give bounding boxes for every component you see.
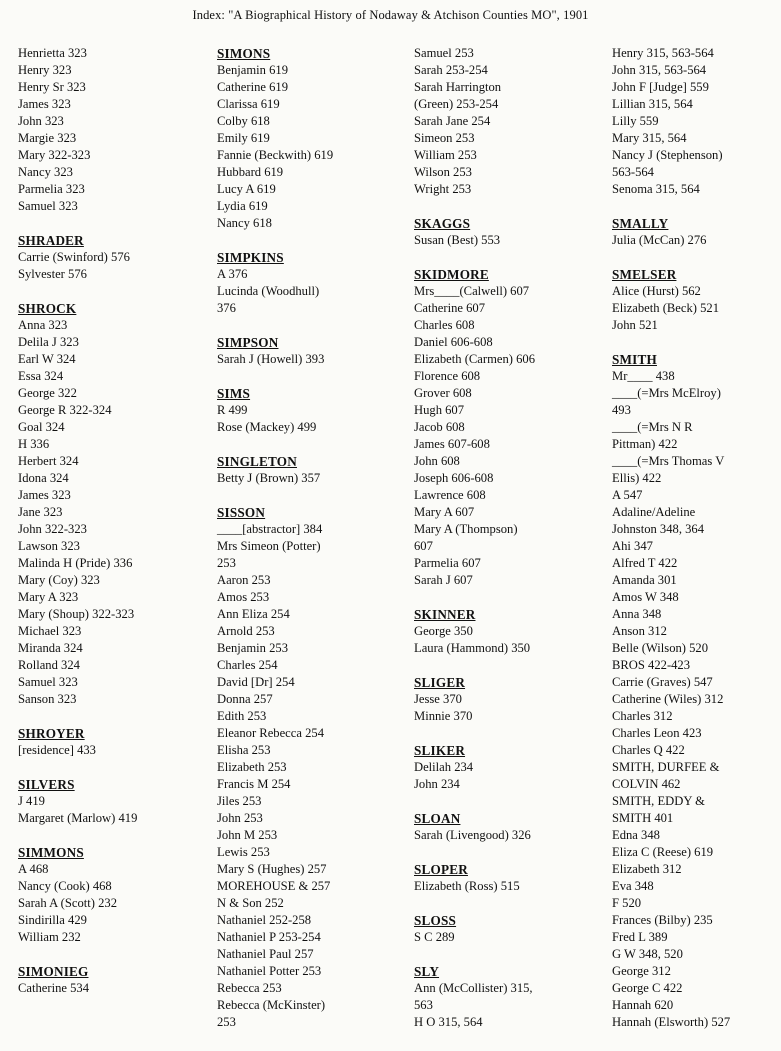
- surname-heading: SKAGGS: [414, 216, 471, 231]
- index-entry: Charles Leon 423: [612, 726, 702, 740]
- index-column-3: [414, 45, 606, 1031]
- surname-heading: SLOPER: [414, 862, 468, 877]
- index-entry: Anna 323: [18, 318, 68, 332]
- index-entry: Mary (Shoup) 322-323: [18, 607, 135, 621]
- index-entry: Nathaniel P 253-254: [217, 930, 321, 944]
- index-entry: Arnold 253: [217, 624, 275, 638]
- index-entry: Johnston 348, 364: [612, 522, 705, 536]
- spacer: [18, 283, 210, 300]
- index-entry: John M 253: [217, 828, 278, 842]
- index-entry: Carrie (Swinford) 576: [18, 250, 130, 264]
- index-entry: [residence] 433: [18, 743, 96, 757]
- index-entry: Charles 608: [414, 318, 475, 332]
- index-entry: Nancy 323: [18, 165, 73, 179]
- index-entry: ____(=Mrs N R: [612, 420, 693, 434]
- index-entry: Elizabeth (Ross) 515: [414, 879, 520, 893]
- index-entry: John 608: [414, 454, 460, 468]
- index-entry: Sylvester 576: [18, 267, 87, 281]
- surname-heading: SIMMONS: [18, 845, 84, 860]
- spacer: [612, 334, 781, 351]
- index-entry: James 323: [18, 488, 71, 502]
- index-entry: Samuel 323: [18, 675, 78, 689]
- index-entry: Alice (Hurst) 562: [612, 284, 701, 298]
- index-entry: Amos W 348: [612, 590, 679, 604]
- index-entry: Elizabeth (Beck) 521: [612, 301, 720, 315]
- index-entry: Elizabeth 312: [612, 862, 682, 876]
- index-entry: John F [Judge] 559: [612, 80, 709, 94]
- spacer: [414, 249, 606, 266]
- index-entry: Jacob 608: [414, 420, 465, 434]
- index-entry: Aaron 253: [217, 573, 271, 587]
- spacer: [414, 657, 606, 674]
- index-entry: Margie 323: [18, 131, 77, 145]
- index-entry: Catherine (Wiles) 312: [612, 692, 724, 706]
- index-entry: Rolland 324: [18, 658, 80, 672]
- index-entry: Ahi 347: [612, 539, 653, 553]
- index-entry: Nathaniel 252-258: [217, 913, 312, 927]
- index-entry: Sarah 253-254: [414, 63, 488, 77]
- index-entry: 253: [217, 1015, 236, 1029]
- index-entry: Lucy A 619: [217, 182, 276, 196]
- surname-heading: SHRADER: [18, 233, 84, 248]
- index-entry: David [Dr] 254: [217, 675, 295, 689]
- index-entry: Daniel 606-608: [414, 335, 493, 349]
- surname-heading: SIMPSON: [217, 335, 279, 350]
- index-entry: Amos 253: [217, 590, 270, 604]
- index-entry: Parmelia 323: [18, 182, 85, 196]
- index-entry: Lucinda (Woodhull): [217, 284, 320, 298]
- index-entry: Charles 254: [217, 658, 278, 672]
- index-entry: Adaline/Adeline: [612, 505, 696, 519]
- spacer: [217, 317, 409, 334]
- index-entry: Elizabeth (Carmen) 606: [414, 352, 535, 366]
- index-entry: N & Son 252: [217, 896, 284, 910]
- index-entry: ____[abstractor] 384: [217, 522, 323, 536]
- index-entry: 493: [612, 403, 631, 417]
- index-entry: Wright 253: [414, 182, 472, 196]
- index-entry: Henry 323: [18, 63, 72, 77]
- surname-heading: SIMS: [217, 386, 251, 401]
- spacer: [217, 232, 409, 249]
- index-entry: George 350: [414, 624, 473, 638]
- index-entry: William 232: [18, 930, 81, 944]
- index-entry: MOREHOUSE & 257: [217, 879, 331, 893]
- index-entry: Jesse 370: [414, 692, 462, 706]
- index-entry: Mr____ 438: [612, 369, 675, 383]
- index-entry: Mary 315, 564: [612, 131, 687, 145]
- surname-heading: SILVERS: [18, 777, 75, 792]
- index-entry: Sarah (Livengood) 326: [414, 828, 531, 842]
- index-entry: Idona 324: [18, 471, 69, 485]
- index-entry: Essa 324: [18, 369, 64, 383]
- index-entry: Anson 312: [612, 624, 667, 638]
- spacer: [414, 198, 606, 215]
- index-entry: Rebecca 253: [217, 981, 282, 995]
- index-entry: Rose (Mackey) 499: [217, 420, 317, 434]
- index-entry: Charles 312: [612, 709, 673, 723]
- spacer: [217, 487, 409, 504]
- index-entry: Parmelia 607: [414, 556, 481, 570]
- index-entry: Miranda 324: [18, 641, 83, 655]
- index-entry: Lewis 253: [217, 845, 270, 859]
- index-entry: Charles Q 422: [612, 743, 685, 757]
- index-entry: Edna 348: [612, 828, 660, 842]
- surname-heading: SKINNER: [414, 607, 476, 622]
- index-entry: Jiles 253: [217, 794, 262, 808]
- spacer: [217, 436, 409, 453]
- index-entry: Lillian 315, 564: [612, 97, 693, 111]
- index-entry: Hubbard 619: [217, 165, 284, 179]
- surname-heading: SMITH: [612, 352, 657, 367]
- index-entry: Catherine 619: [217, 80, 288, 94]
- index-entry: A 376: [217, 267, 248, 281]
- index-entry: Mary A 323: [18, 590, 79, 604]
- index-entry: Anna 348: [612, 607, 662, 621]
- index-entry: Minnie 370: [414, 709, 473, 723]
- index-entry: SMITH, DURFEE &: [612, 760, 720, 774]
- spacer: [414, 725, 606, 742]
- index-entry: Pittman) 422: [612, 437, 678, 451]
- spacer: [217, 368, 409, 385]
- page-title: Index: "A Biographical History of Nodaway & Atchison Counties MO", 1901: [192, 8, 589, 22]
- index-entry: Elizabeth 253: [217, 760, 287, 774]
- index-entry: Alfred T 422: [612, 556, 678, 570]
- index-entry: Colby 618: [217, 114, 270, 128]
- index-entry: Hannah 620: [612, 998, 674, 1012]
- index-column-1: [18, 45, 210, 997]
- index-entry: John 521: [612, 318, 658, 332]
- surname-heading: SIMPKINS: [217, 250, 284, 265]
- index-entry: Sarah Harrington: [414, 80, 502, 94]
- index-entry: Fannie (Beckwith) 619: [217, 148, 334, 162]
- surname-heading: SIMONS: [217, 46, 271, 61]
- index-entry: Mary A 607: [414, 505, 475, 519]
- index-entry: Sarah J 607: [414, 573, 473, 587]
- index-entry: Henry Sr 323: [18, 80, 86, 94]
- index-entry: John 315, 563-564: [612, 63, 707, 77]
- index-entry: 607: [414, 539, 433, 553]
- spacer: [414, 895, 606, 912]
- index-entry: Henry 315, 563-564: [612, 46, 714, 60]
- surname-heading: SMELSER: [612, 267, 677, 282]
- spacer: [414, 793, 606, 810]
- index-entry: Joseph 606-608: [414, 471, 494, 485]
- index-entry: H 336: [18, 437, 50, 451]
- index-entry: COLVIN 462: [612, 777, 681, 791]
- spacer: [18, 946, 210, 963]
- index-entry: Eleanor Rebecca 254: [217, 726, 324, 740]
- index-entry: John 234: [414, 777, 460, 791]
- index-entry: Sarah A (Scott) 232: [18, 896, 117, 910]
- index-entry: Grover 608: [414, 386, 472, 400]
- index-entry: Edith 253: [217, 709, 267, 723]
- index-entry: Julia (McCan) 276: [612, 233, 707, 247]
- index-entry: Amanda 301: [612, 573, 677, 587]
- index-entry: Malinda H (Pride) 336: [18, 556, 133, 570]
- surname-heading: SLY: [414, 964, 440, 979]
- index-entry: Carrie (Graves) 547: [612, 675, 713, 689]
- index-entry: Fred L 389: [612, 930, 668, 944]
- index-entry: Lawson 323: [18, 539, 80, 553]
- spacer: [18, 215, 210, 232]
- index-entry: Catherine 607: [414, 301, 485, 315]
- index-entry: James 323: [18, 97, 71, 111]
- index-entry: Hannah (Elsworth) 527: [612, 1015, 731, 1029]
- surname-heading: SHROYER: [18, 726, 85, 741]
- index-entry: Ann Eliza 254: [217, 607, 290, 621]
- index-entry: (Green) 253-254: [414, 97, 499, 111]
- index-entry: Florence 608: [414, 369, 481, 383]
- surname-heading: SINGLETON: [217, 454, 297, 469]
- index-column-2: [217, 45, 409, 1031]
- index-entry: Catherine 534: [18, 981, 89, 995]
- surname-heading: SISSON: [217, 505, 266, 520]
- index-entry: Earl W 324: [18, 352, 76, 366]
- surname-heading: SMALLY: [612, 216, 669, 231]
- surname-heading: SIMONIEG: [18, 964, 89, 979]
- index-entry: BROS 422-423: [612, 658, 691, 672]
- index-entry: Herbert 324: [18, 454, 79, 468]
- index-entry: Nathaniel Paul 257: [217, 947, 314, 961]
- index-entry: H O 315, 564: [414, 1015, 483, 1029]
- index-entry: F 520: [612, 896, 642, 910]
- index-entry: George C 422: [612, 981, 683, 995]
- index-entry: James 607-608: [414, 437, 490, 451]
- index-entry: Samuel 253: [414, 46, 474, 60]
- spacer: [414, 844, 606, 861]
- index-entry: William 253: [414, 148, 477, 162]
- surname-heading: SKIDMORE: [414, 267, 489, 282]
- index-entry: Lawrence 608: [414, 488, 486, 502]
- index-entry: Sanson 323: [18, 692, 77, 706]
- index-entry: Hugh 607: [414, 403, 465, 417]
- index-entry: Jane 323: [18, 505, 63, 519]
- index-entry: SMITH 401: [612, 811, 674, 825]
- index-entry: Lilly 559: [612, 114, 659, 128]
- index-entry: ____(=Mrs Thomas V: [612, 454, 725, 468]
- index-entry: Goal 324: [18, 420, 65, 434]
- index-entry: Ellis) 422: [612, 471, 662, 485]
- index-entry: SMITH, EDDY &: [612, 794, 705, 808]
- index-entry: 376: [217, 301, 236, 315]
- index-entry: Senoma 315, 564: [612, 182, 700, 196]
- index-entry: Margaret (Marlow) 419: [18, 811, 138, 825]
- index-entry: Henrietta 323: [18, 46, 87, 60]
- index-entry: R 499: [217, 403, 248, 417]
- index-entry: Eva 348: [612, 879, 654, 893]
- index-entry: Sarah J (Howell) 393: [217, 352, 325, 366]
- index-entry: Laura (Hammond) 350: [414, 641, 531, 655]
- index-entry: Belle (Wilson) 520: [612, 641, 709, 655]
- surname-heading: SLOAN: [414, 811, 461, 826]
- index-entry: S C 289: [414, 930, 455, 944]
- index-entry: J 419: [18, 794, 45, 808]
- index-entry: Delila J 323: [18, 335, 79, 349]
- index-entry: Benjamin 619: [217, 63, 289, 77]
- index-entry: Clarissa 619: [217, 97, 280, 111]
- index-entry: Frances (Bilby) 235: [612, 913, 713, 927]
- index-entry: Donna 257: [217, 692, 273, 706]
- index-entry: Mary S (Hughes) 257: [217, 862, 327, 876]
- index-entry: John 323: [18, 114, 64, 128]
- index-entry: Samuel 323: [18, 199, 78, 213]
- spacer: [18, 708, 210, 725]
- spacer: [414, 589, 606, 606]
- surname-heading: SLOSS: [414, 913, 457, 928]
- index-entry: Mary 322-323: [18, 148, 91, 162]
- surname-heading: SLIKER: [414, 743, 466, 758]
- index-entry: Elisha 253: [217, 743, 271, 757]
- spacer: [612, 198, 781, 215]
- index-entry: Mary (Coy) 323: [18, 573, 100, 587]
- spacer: [18, 759, 210, 776]
- index-entry: Mrs Simeon (Potter): [217, 539, 321, 553]
- index-entry: Nancy 618: [217, 216, 272, 230]
- index-entry: Benjamin 253: [217, 641, 289, 655]
- index-entry: Lydia 619: [217, 199, 268, 213]
- index-entry: Emily 619: [217, 131, 270, 145]
- spacer: [414, 946, 606, 963]
- index-entry: Nancy (Cook) 468: [18, 879, 112, 893]
- index-entry: George 312: [612, 964, 671, 978]
- spacer: [18, 827, 210, 844]
- surname-heading: SLIGER: [414, 675, 466, 690]
- index-entry: John 253: [217, 811, 263, 825]
- index-entry: Susan (Best) 553: [414, 233, 501, 247]
- index-entry: Mrs____(Calwell) 607: [414, 284, 530, 298]
- spacer: [612, 249, 781, 266]
- index-entry: 563: [414, 998, 433, 1012]
- index-entry: A 468: [18, 862, 49, 876]
- index-entry: Sindirilla 429: [18, 913, 87, 927]
- surname-heading: SHROCK: [18, 301, 77, 316]
- index-entry: Delilah 234: [414, 760, 474, 774]
- index-entry: Wilson 253: [414, 165, 472, 179]
- index-entry: 563-564: [612, 165, 654, 179]
- index-entry: George 322: [18, 386, 77, 400]
- index-entry: ____(=Mrs McElroy): [612, 386, 721, 400]
- index-entry: John 322-323: [18, 522, 87, 536]
- index-entry: A 547: [612, 488, 643, 502]
- index-entry: Eliza C (Reese) 619: [612, 845, 714, 859]
- index-entry: George R 322-324: [18, 403, 112, 417]
- index-entry: Mary A (Thompson): [414, 522, 518, 536]
- index-entry: Michael 323: [18, 624, 82, 638]
- index-entry: 253: [217, 556, 236, 570]
- index-entry: Simeon 253: [414, 131, 475, 145]
- index-entry: G W 348, 520: [612, 947, 683, 961]
- index-column-4: [612, 45, 781, 1031]
- index-entry: Sarah Jane 254: [414, 114, 491, 128]
- index-entry: Nathaniel Potter 253: [217, 964, 322, 978]
- index-entry: Nancy J (Stephenson): [612, 148, 723, 162]
- index-entry: Ann (McCollister) 315,: [414, 981, 533, 995]
- index-entry: Rebecca (McKinster): [217, 998, 326, 1012]
- index-entry: Francis M 254: [217, 777, 291, 791]
- index-entry: Betty J (Brown) 357: [217, 471, 321, 485]
